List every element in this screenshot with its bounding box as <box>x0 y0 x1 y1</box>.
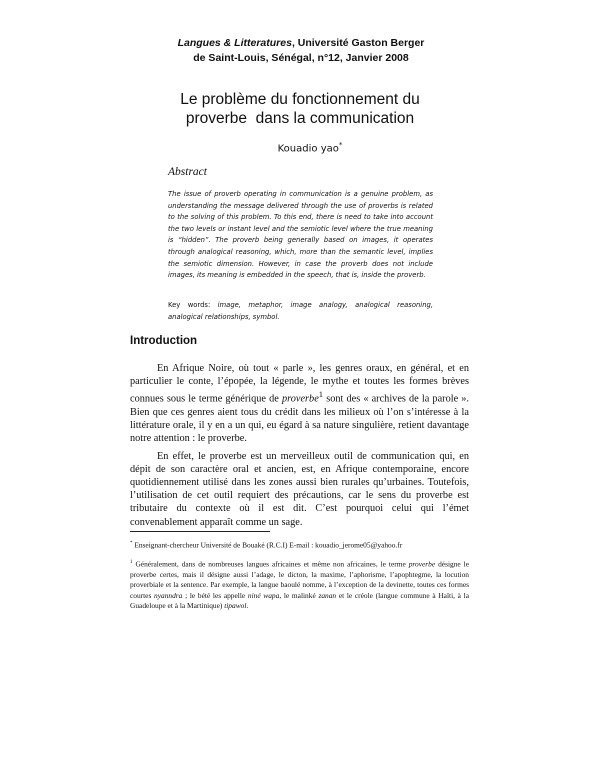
footnote-1-term-1: proverbe <box>408 559 436 569</box>
author-footnote-mark: * <box>338 141 343 149</box>
footnote-1 <box>130 558 469 612</box>
footnote-ref-1: 1 <box>318 389 324 400</box>
keywords-label: Key words: <box>168 301 211 309</box>
footnote-1-text-d: , le malinké <box>279 590 319 600</box>
footnote-author-mark: * <box>130 541 133 546</box>
title-line-1: Le problème du fonctionnement du <box>180 91 420 108</box>
footnote-1-text-e: et le créole (langue commune à Haïti, à la Guadeloupe et à la Martinique) <box>130 590 469 611</box>
journal-name: Langues & Litteratures <box>177 37 292 49</box>
footnote-1-text-f: . <box>246 601 249 611</box>
author <box>250 141 370 154</box>
paragraph-1 <box>130 362 469 446</box>
footnote-1-mark: 1 <box>130 559 133 565</box>
footnote-1-term-4: zanan <box>318 590 337 600</box>
paragraph-1-term: proverbe <box>281 393 319 405</box>
paragraph-1-text-a: En Afrique Noire, où tout « parle », les genres oraux, en général, et en particulier le conte, l’épopée, la légende, le mythe et toutes les formes brèves connues sous le terme générique de <box>130 363 469 405</box>
footnote-1-term-5: tipawol <box>224 601 247 611</box>
journal-line-2: de Saint-Louis, Sénégal, n°12, Janvier 2008 <box>193 52 409 64</box>
paper-title <box>150 90 450 128</box>
journal-header <box>130 36 472 66</box>
keywords-list: image, metaphor, image analogy, analogical reasoning, analogical relationships, symbol. <box>168 301 433 321</box>
section-heading-introduction: Introduction <box>130 335 198 347</box>
abstract-text: The issue of proverb operating in communication is a genuine problem, as understanding the message delivered through the use of proverbs is related to the solving of this problem. To this end, there is need to take into account the two levels or instant level and the semiotic level where the true meaning is “hidden”. The proverb being generally based on images, it operates through analogical reasoning, which, more than the semantic level, implies the semiotic dimension. However, in case the proverb does not include images, its meaning is embedded in the speech, that is, inside the proverb. <box>168 190 433 280</box>
footnote-1-text-b: désigne le proverbe certes, mais il désigne aussi l’adage, le dicton, la maxime, l’aphorisme, l’apophtegme, la locution proverbiale et la sentence. Par exemple, la langue baoulé nomme, à l’exception de la devinette, toutes ces formes courtes <box>130 559 469 600</box>
footnote-author-text: Enseignant-chercheur Université de Bouaké (R.C.I) E-mail : kouadio_jerome05@yahoo.fr <box>132 540 403 550</box>
footnote-1-term-3: niné wapa <box>247 590 280 600</box>
paragraph-1-text-b: sont des « archives de la parole ». Bien que ces genres aient tous du crédit dans les milieux où l’on s’intéresse à la littérature orale, il y en a un qui, eu égard à sa nature singulière, retient davantage notre attention : le proverbe. <box>130 393 469 445</box>
footnote-1-text-a: Généralement, dans de nombreuses langues africaines et même non africaines, le terme <box>132 559 409 569</box>
journal-university: , Université Gaston Berger <box>291 37 425 49</box>
author-name: Kouadio yao <box>277 143 339 155</box>
paragraph-2: En effet, le proverbe est un merveilleux outil de communication qui, en dépit de son caractère oral et ancien, est, en Afrique contemporaine, encore quotidiennement utilisé dans les zones aussi bien rurales qu’urbaines. Toutefois, l’utilisation de cet outil requiert des précautions, car le sens du proverbe est tributaire du contexte où il est dit. C’est pourquoi celui qui l’émet convenablement apparaît comme un sage. <box>130 450 469 528</box>
footnote-1-text-c: ; le bété les appelle <box>182 590 248 600</box>
footnote-divider <box>130 531 270 532</box>
keywords <box>168 300 433 323</box>
title-line-2: proverbe dans la communication <box>185 110 415 127</box>
abstract-heading: Abstract <box>168 166 207 178</box>
introduction-body <box>130 362 469 529</box>
footnote-author <box>130 539 469 551</box>
footnotes <box>130 539 469 612</box>
journal-line-1 <box>130 36 472 51</box>
footnote-1-term-2: nyanndra <box>154 590 183 600</box>
